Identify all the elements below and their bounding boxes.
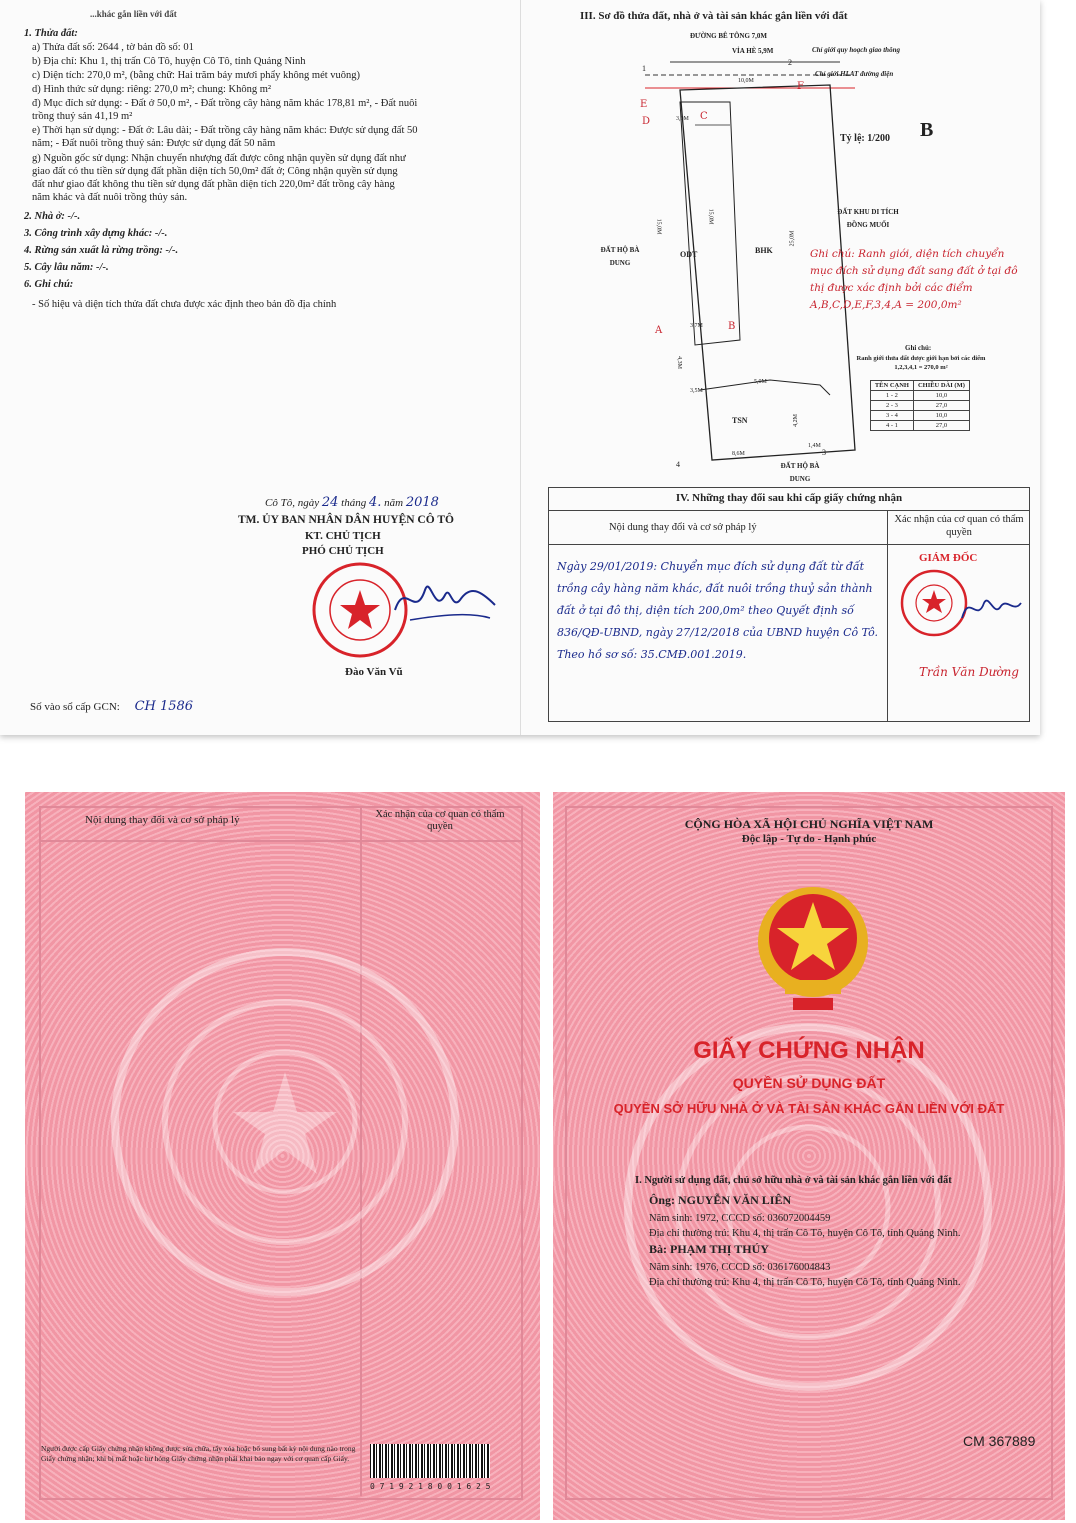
sidewalk-label: VỈA HÈ 5,9M bbox=[732, 47, 774, 55]
owner-2-address: Địa chỉ thường trú: Khu 4, thị trấn Cô Tô, huyện Cô Tô, tỉnh Quảng Ninh. bbox=[649, 1277, 961, 1288]
dim-label: 5,0M bbox=[754, 379, 767, 385]
usage-form: d) Hình thức sử dụng: riêng: 270,0 m²; chung: Không m² bbox=[32, 84, 272, 95]
odt-label: ODT bbox=[680, 250, 698, 259]
neighbor-bottom: ĐẤT HỘ BÀ DUNG bbox=[780, 462, 820, 483]
neighbor-left: ĐẤT HỘ BÀ DUNG bbox=[600, 246, 640, 267]
usage-origin-2: giao đất có thu tiền sử dụng đất phần diện tích 50,0m² đất ở; Công nhận quyền sử dụng bbox=[32, 166, 398, 177]
point-label: E bbox=[640, 99, 648, 110]
usage-origin-3: đất như giao đất không thu tiền sử dụng đất phần diện tích 220,0m² đất trồng cây hàng bbox=[32, 179, 395, 190]
director-name: Trần Văn Dường bbox=[919, 665, 1019, 679]
point-label: 3 bbox=[822, 448, 826, 457]
owner-1-address: Địa chỉ thường trú: Khu 4, thị trấn Cô Tô, huyện Cô Tô, tỉnh Quảng Ninh. bbox=[649, 1228, 961, 1239]
section-4-forest: 4. Rừng sản xuất là rừng trồng: -/-. bbox=[24, 245, 179, 256]
point-label: C bbox=[700, 111, 708, 122]
director-signature-icon bbox=[959, 588, 1024, 628]
back-col2-header: Xác nhận của cơ quan có thẩm quyền bbox=[375, 809, 505, 832]
serial-number: CM 367889 bbox=[963, 1433, 1036, 1449]
dim-label: 3,0M bbox=[676, 116, 689, 122]
usage-origin: g) Nguồn gốc sử dụng: Nhận chuyển nhượng đất được công nhận quyền sử dụng đất như bbox=[32, 153, 406, 164]
tsn-label: TSN bbox=[732, 416, 748, 425]
drum-pattern-icon bbox=[613, 1012, 1003, 1402]
point-label: A bbox=[655, 325, 663, 336]
change-entry: Ngày 29/01/2019: Chuyển mục đích sử dụng đất từ đất trồng cây hàng năm khác, đất nuôi trồng thuỷ sản thành đất ở tại đô thị, diện tích 200,0m² theo Quyết định số 836/QĐ-UBND, ngày 27/12/2018 của UBND huyện Cô Tô. Theo hồ sơ số: 35.CMĐ.001.2019. bbox=[557, 560, 879, 661]
on-behalf-of: KT. CHỦ TỊCH bbox=[305, 530, 381, 542]
section-5-trees: 5. Cây lâu năm: -/-. bbox=[24, 262, 109, 273]
back-col1-header: Nội dung thay đổi và cơ sở pháp lý bbox=[85, 814, 240, 826]
point-label: D bbox=[642, 116, 651, 127]
changes-table bbox=[548, 487, 1030, 722]
usage-term: e) Thời hạn sử dụng: - Đất ở: Lâu dài; - Đất trồng cây hàng năm khác: Được sử dụng đất 50 bbox=[32, 125, 418, 136]
signer-title: PHÓ CHỦ TỊCH bbox=[302, 545, 384, 557]
dim-label: 15,0M bbox=[707, 208, 714, 225]
barcode bbox=[370, 1444, 490, 1478]
certificate-subtitle-2: QUYỀN SỞ HỮU NHÀ Ở VÀ TÀI SẢN KHÁC GẮN LIỀN VỚI ĐẤT bbox=[613, 1101, 1005, 1116]
usage-term-cont: năm; - Đất nuôi trồng thuỷ sản: Được sử dụng đất 50 năm bbox=[32, 138, 276, 149]
warning-text: Người được cấp Giấy chứng nhận không được sửa chữa, tẩy xóa hoặc bổ sung bất kỳ nội dung nào trong Giấy chứng nhận; khi bị mất hoặc hư hỏng Giấy chứng nhận phải khai báo ngay với cơ quan cấp Giấy. bbox=[41, 1444, 356, 1463]
motto: Độc lập - Tự do - Hạnh phúc bbox=[741, 833, 877, 845]
owner-2-name: Bà: PHẠM THỊ THÚY bbox=[649, 1242, 769, 1256]
page-fold bbox=[520, 0, 521, 735]
scale-label: Tỷ lệ: 1/200 bbox=[840, 133, 890, 144]
signer-name: Đào Văn Vũ bbox=[345, 666, 403, 678]
dim-label: 25,0M bbox=[789, 230, 796, 247]
certificate-subtitle-1: QUYỀN SỬ DỤNG ĐẤT bbox=[732, 1075, 886, 1091]
col-confirm-header: Xác nhận của cơ quan có thẩm quyền bbox=[894, 514, 1024, 538]
point-label: B bbox=[728, 321, 736, 332]
dim-label: 8,6M bbox=[732, 451, 745, 457]
nation-name: CỘNG HÒA XÃ HỘI CHỦ NGHĨA VIỆT NAM bbox=[684, 817, 934, 831]
table-row: 1 - 2 10,0 bbox=[871, 391, 970, 401]
ghichu-text: Ranh giới thửa đất được giới hạn bởi các điểm 1,2,3,4,1 = 270,0 m² bbox=[856, 355, 986, 371]
neighbor-right: ĐẤT KHU DI TÍCH ĐỒNG MUỐI bbox=[837, 208, 899, 229]
address: b) Địa chỉ: Khu 1, thị trấn Cô Tô, huyện Cô Tô, tỉnh Quảng Ninh bbox=[32, 56, 306, 67]
point-label: 4 bbox=[676, 460, 680, 469]
dim-label: 10,0M bbox=[738, 78, 754, 84]
owner-1-info: Năm sinh: 1972, CCCD số: 036072004459 bbox=[649, 1213, 831, 1224]
parcel-number: a) Thửa đất số: 2644 , tờ bản đồ số: 01 bbox=[32, 42, 194, 53]
road-label: ĐƯỜNG BÊ TÔNG 7,0M bbox=[690, 32, 768, 40]
page-header: ...khác gắn liền với đất bbox=[90, 9, 177, 19]
hlat-label: Chỉ giới HLAT đường điện bbox=[815, 70, 894, 78]
usage-purpose: đ) Mục đích sử dụng: - Đất ở 50,0 m², - Đất trồng cây hàng năm khác 178,81 m², - Đất nuôi bbox=[32, 98, 418, 109]
booklet-cover-page bbox=[553, 792, 1065, 1520]
plan-boundary-label: Chỉ giới quy hoạch giao thông bbox=[812, 46, 900, 54]
dim-label: 1,4M bbox=[808, 443, 821, 449]
gcn-entry: Số vào sổ cấp GCN: CH 1586 bbox=[30, 699, 194, 714]
point-label: 2 bbox=[788, 58, 792, 67]
section-2-house: 2. Nhà ở: -/-. bbox=[24, 211, 81, 222]
signature-icon bbox=[390, 570, 500, 630]
edge-table bbox=[870, 380, 970, 431]
area: c) Diện tích: 270,0 m², (bằng chữ: Hai trăm bảy mươi phẩy không mét vuông) bbox=[32, 70, 361, 81]
dim-label: 4,2M bbox=[792, 414, 799, 427]
certificate-inner-pages bbox=[0, 0, 1040, 735]
table-header: TÊN CẠNH bbox=[871, 381, 914, 391]
dim-label: 4,3M bbox=[675, 356, 682, 369]
issue-date: Cô Tô, ngày 24 tháng 4. năm 2018 bbox=[265, 495, 439, 510]
owner-2-info: Năm sinh: 1976, CCCD số: 036176004843 bbox=[649, 1262, 831, 1273]
section-1-title: 1. Thửa đất: bbox=[24, 28, 78, 39]
owner-1-name: Ông: NGUYỄN VĂN LIÊN bbox=[649, 1193, 792, 1207]
point-label: 1 bbox=[642, 64, 646, 73]
dim-label: 3,5M bbox=[690, 388, 703, 394]
national-emblem-icon bbox=[743, 880, 883, 1015]
col-content-header: Nội dung thay đổi và cơ sở pháp lý bbox=[609, 522, 757, 533]
bhk-label: BHK bbox=[755, 246, 773, 255]
director-title: GIÁM ĐỐC bbox=[919, 552, 978, 564]
usage-purpose-cont: trồng thuỷ sản 41,19 m² bbox=[32, 111, 133, 122]
table-row: 2 - 3 27,0 bbox=[871, 401, 970, 411]
handwritten-note: Ghi chú: Ranh giới, diện tích chuyển mục đích sử dụng đất sang đất ở tại đô thị được xác định bởi các điểm A,B,C,D,E,F,3,4,A = 200,0m² bbox=[810, 248, 1018, 311]
point-label: F bbox=[797, 81, 804, 92]
note-text: - Số hiệu và diện tích thửa đất chưa được xác định theo bản đồ địa chính bbox=[32, 299, 337, 310]
drum-pattern-icon bbox=[105, 942, 465, 1302]
dim-label: 3,7M bbox=[690, 323, 703, 329]
certificate-title: GIẤY CHỨNG NHẬN bbox=[693, 1037, 925, 1064]
booklet-back-page bbox=[25, 792, 540, 1520]
table-row: 4 - 1 27,0 bbox=[871, 421, 970, 431]
issuing-authority: TM. ỦY BAN NHÂN DÂN HUYỆN CÔ TÔ bbox=[238, 514, 454, 526]
section-3-title: III. Sơ đồ thửa đất, nhà ở và tài sản khác gắn liền với đất bbox=[580, 10, 848, 22]
usage-origin-4: năm khác và đất nuôi trồng thủy sản. bbox=[32, 192, 188, 203]
table-header: CHIỀU DÀI (M) bbox=[913, 381, 969, 391]
barcode-number: 0 7 1 9 2 1 8 0 0 1 6 2 5 bbox=[370, 1482, 491, 1491]
north-arrow: B bbox=[920, 119, 934, 141]
table-row: 3 - 4 10,0 bbox=[871, 411, 970, 421]
dim-label: 15,0M bbox=[655, 218, 662, 235]
section-6-notes: 6. Ghi chú: bbox=[24, 279, 74, 290]
owner-section-title: I. Người sử dụng đất, chủ sở hữu nhà ở và tài sản khác gắn liền với đất bbox=[635, 1175, 952, 1186]
section-4-title: IV. Những thay đổi sau khi cấp giấy chứng nhận bbox=[675, 492, 903, 504]
ghichu-title: Ghi chú: bbox=[905, 344, 932, 352]
section-3-works: 3. Công trình xây dựng khác: -/-. bbox=[24, 228, 168, 239]
